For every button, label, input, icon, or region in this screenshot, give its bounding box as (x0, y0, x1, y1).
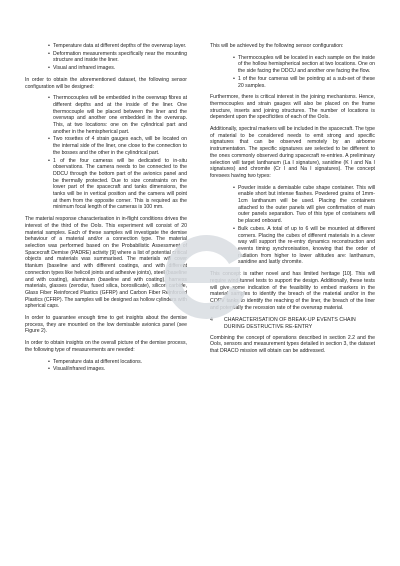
paragraph: The material response characterisation in in-flight conditions drives the interest of the third of the OoIs. This experiment will consist of 20 material samples. Each of these samples will investigate the demise behaviour of a material and/or a connection type. The material selection was performed based on the Probabilistic Assessment of Spacecraft Demise (PADRE) activity [9] where a list of potential critical objects and materials was summarised. The materials will cover titanium (baseline and with different coatings, and with different connection types like helicoil joints and adhesive joints), steel (baseline and with coating), aluminium (baseline and with coating), harness materials, glasses (zerodur, fused silica, borosilicate), silicon carbide, Glass Fiber Reinforced Plastics (GFRP) and Carbon Fiber Reinforced Plastics (CFRP). The samples will be designed as hollow cylinders with spherical caps. (25, 216, 187, 310)
list-item: • Deformation measurements specifically near the mounting structure and inside the liner. (53, 51, 187, 64)
paragraph: Combining the concept of operations described in section 2.2 and the OoIs, sensors and measurement types detailed in section 3, the dataset that DRACO mission will obtain can be addressed. (210, 334, 375, 355)
marker-type-list (210, 185, 375, 266)
paragraph: Additionally, spectral markers will be included in the spacecraft. The type of material to be considered needs to emit strong and specific signatures that can be observed remotely by an airborne instrumentation. The specific signatures are selected to be different to the ones commonly observed during spacecraft re-entries. A preliminary selection will target lanthanum (La I signature), sanidine (K I and Na I signatures) and chromite (Cr I and Na I signatures). The concept foresees having two types: (210, 126, 375, 179)
left-column (25, 43, 187, 378)
paragraph: This concept is rather novel and has limited heritage [10]. This will require wind-tunnel tests to support the design. Additionally, these tests will give some indication of the feasibility to embed markers in the material samples to identify the breach of the material and/or in the COPV tanks to identify the reaching of the liner, the breach of the liner and potentially the recession rate of the overwrap material. (210, 271, 375, 311)
list-item: • Two rosettes of 4 strain gauges each, will be located on the internal side of the liner, one close to the connection to the bosses and the other in the cylindrical part. (53, 136, 187, 156)
list-item: • 1 of the four cameras will be pointing at a sub-set of these 20 samples. (238, 76, 375, 89)
list-item: • Temperature data at different depths of the overwrap layer. (53, 43, 187, 50)
list-item: • Temperature data at different locations. (53, 359, 187, 366)
list-item: • Powder inside a demisable cube shape container. This will enable short but intense flashes. Powdered grains of 1mm-1cm lanthanum will be used. Placing the containers attached to the outer panels will give confirmation of main outer panels separation. Two of this type of containers will be placed onboard. (238, 185, 375, 225)
list-item: • Visual and infrared images. (53, 65, 187, 72)
section-number: 4 (210, 317, 213, 324)
paragraph: In order to obtain insights on the overall picture of the demise process, the following type of measurements are needed: (25, 340, 187, 353)
sensor-config-list (25, 95, 187, 211)
measurement-list-2 (25, 359, 187, 373)
list-item: • 1 of the four cameras will be dedicated to in-situ observations. The camera needs to be connected to the DDCU through the bottom part of the avionics panel and be thermally protected. Due to size constraints on the lower part of the spacecraft and tanks dimensions, the tanks will be in vertical position and the camera will point at them from the opposite corner. This is required as the minimum focal length of the cameras is 100 mm. (53, 158, 187, 212)
list-item: • Bulk cubes. A total of up to 6 will be mounted at different corners. Placing the cubes of different materials in a clever way will support the re-entry dynamics reconstruction and events timing synchronisation, knowing that the order of radiation from higher to lower altitudes are: lanthanum, sanidine and lastly chromite. (238, 226, 375, 266)
list-item: • Thermocouples will be embedded in the overwrap fibres at different depths and at the inside of the liner. One thermocouple will be placed between the liner and the overwrap and another one embedded in the overwrap. This, at two locations: one on the cylindrical part and another in the hemispherical part. (53, 95, 187, 135)
section-heading (210, 317, 375, 330)
measurement-list-1 (25, 43, 187, 72)
list-item: • Visual/infrared images. (53, 366, 187, 373)
right-column (210, 43, 375, 360)
paragraph: In order to obtain the aforementioned dataset, the following sensor configuration will be designed: (25, 76, 187, 90)
section-title: CHARACTERISATION OF BREAK-UP EVENTS CHAIN DURING DESTRUCTIVE RE-ENTRY (224, 317, 356, 331)
paragraph: In order to guarantee enough time to get insights about the demise process, they are mounted on the low demisable avionics panel (see Figure 2). (25, 315, 187, 335)
list-item: • Thermocouples will be located in each sample on the inside of the hollow hemispherical section at two locations. One on the side facing the DDCU and another one facing the flow. (238, 55, 375, 75)
paragraph: This will be achieved by the following sensor configuration: (210, 43, 344, 49)
paragraph: Furthermore, there is critical interest in the joining mechanisms. Hence, thermocouples and strain gauges will also be placed on the frame structure, inserts and joining structures. The number of locations is dependent upon the specificities of each of the OoIs. (210, 94, 375, 121)
sample-sensor-list (210, 55, 375, 90)
